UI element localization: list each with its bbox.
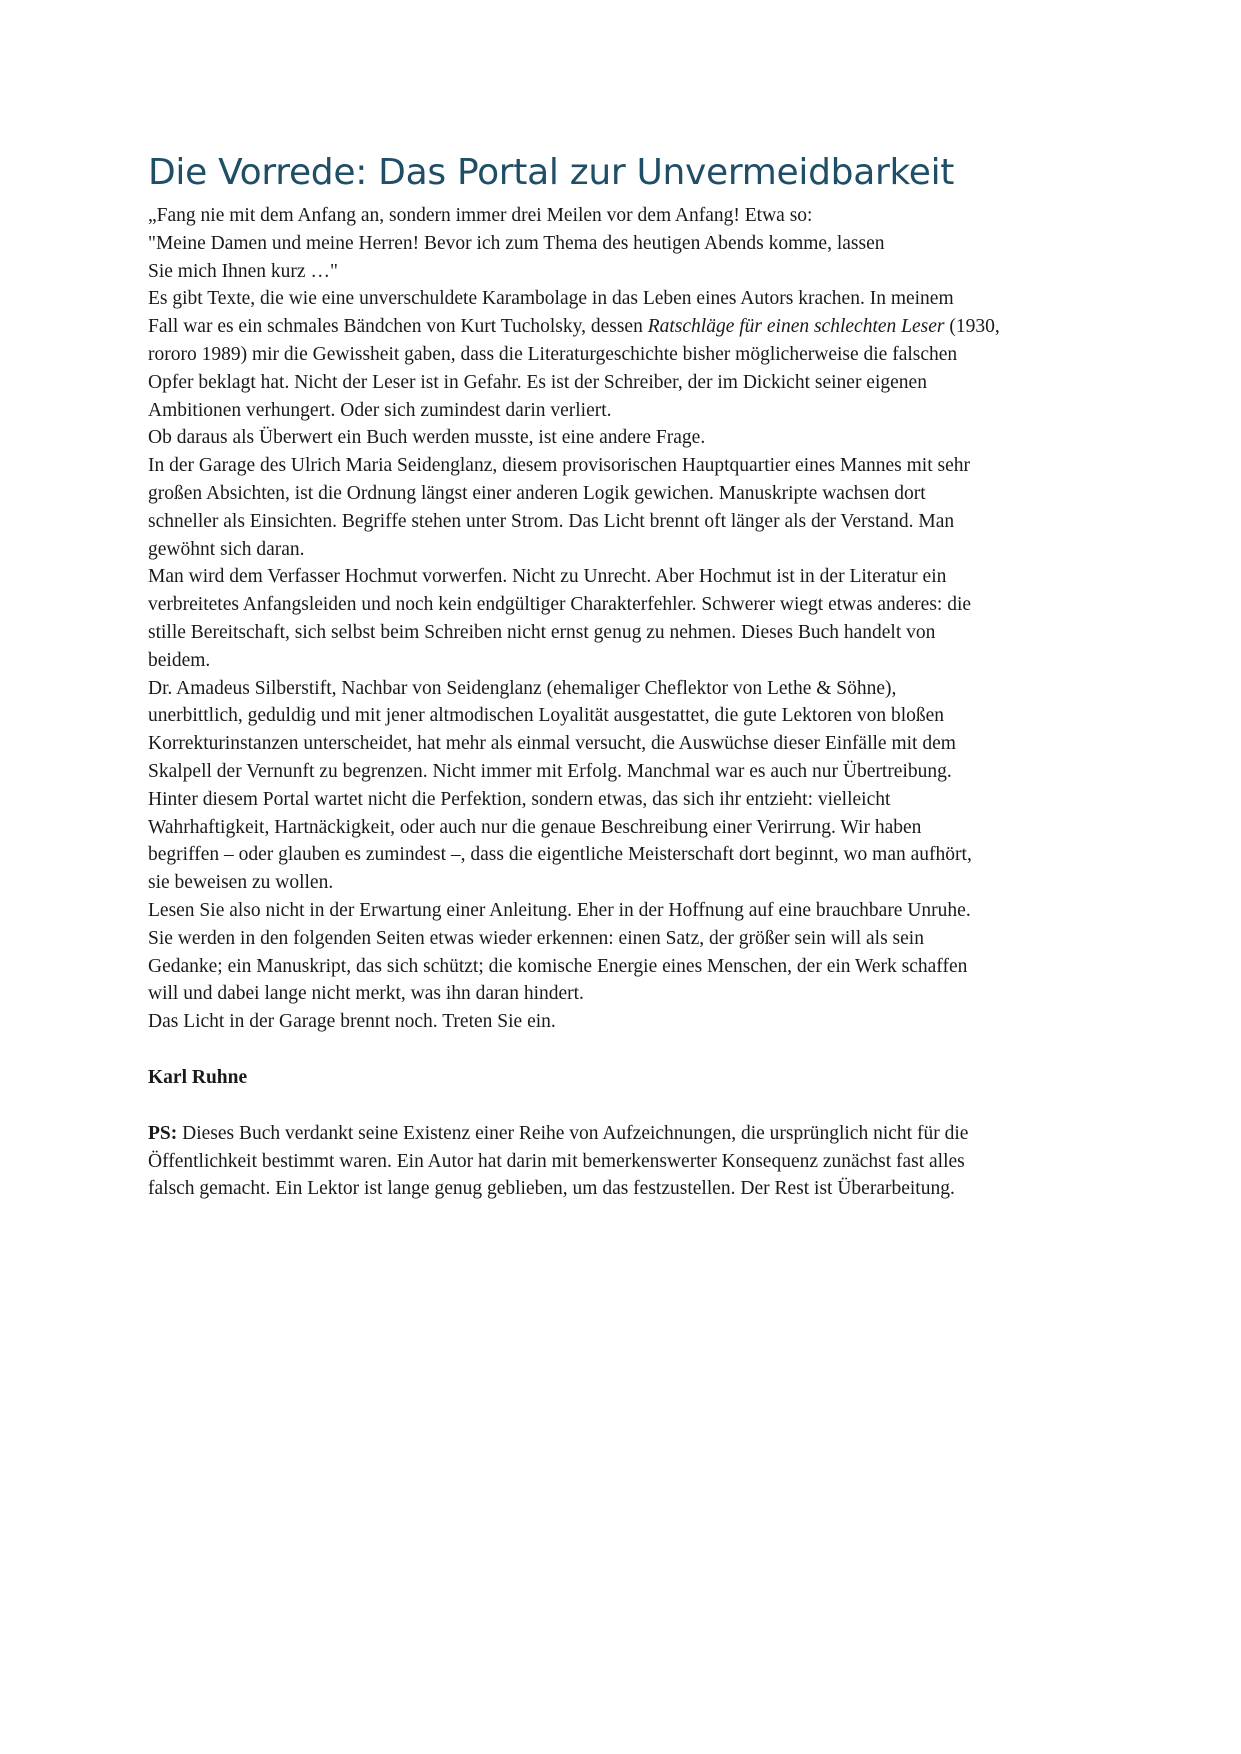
text-line: schneller als Einsichten. Begriffe stehen unter Strom. Das Licht brennt oft länger als der Verstand. Man (148, 510, 955, 532)
author-signature: Karl Ruhne (148, 1066, 248, 1088)
postscript (148, 1120, 1108, 1203)
text-line: Hinter diesem Portal wartet nicht die Perfektion, sondern etwas, das sich ihr entzieht: vielleicht (148, 788, 891, 810)
text-line: unerbittlich, geduldig und mit jener altmodischen Loyalität ausgestattet, die gute Lektoren von bloßen (148, 705, 945, 727)
text-line: Das Licht in der Garage brennt noch. Treten Sie ein. (148, 1011, 556, 1033)
text-segment: (1930, (944, 316, 1000, 338)
text-segment: Fall war es ein schmales Bändchen von Kurt Tucholsky, dessen (148, 316, 648, 338)
text-line: Gedanke; ein Manuskript, das sich schützt; die komische Energie eines Menschen, der ein Werk schaffen (148, 955, 968, 977)
text-line-with-book-title (148, 313, 1108, 341)
postscript-line: Öffentlichkeit bestimmt waren. Ein Autor hat darin mit bemerkenswerter Konsequenz zunächst fast alles (148, 1150, 965, 1172)
text-line: Ambitionen verhungert. Oder sich zumindest darin verliert. (148, 399, 612, 421)
text-line: gewöhnt sich daran. (148, 538, 305, 560)
text-line: Lesen Sie also nicht in der Erwartung einer Anleitung. Eher in der Hoffnung auf eine brauchbare Unruhe. (148, 899, 971, 921)
text-segment: Dieses Buch verdankt seine Existenz einer Reihe von Aufzeichnungen, die ursprünglich nicht für die (177, 1122, 969, 1144)
document-page (148, 150, 1108, 1203)
text-line: stille Bereitschaft, sich selbst beim Schreiben nicht ernst genug zu nehmen. Dieses Buch handelt von (148, 621, 936, 643)
text-line: verbreitetes Anfangsleiden und noch kein endgültiger Charakterfehler. Schwerer wiegt etwas anderes: die (148, 594, 972, 616)
text-line: begriffen – oder glauben es zumindest –, dass die eigentliche Meisterschaft dort beginnt, wo man aufhört, (148, 844, 972, 866)
text-line: rororo 1989) mir die Gewissheit gaben, dass die Literaturgeschichte bisher möglicherweise die falschen (148, 343, 958, 365)
text-line: Opfer beklagt hat. Nicht der Leser ist in Gefahr. Es ist der Schreiber, der im Dickicht seiner eigenen (148, 371, 927, 393)
text-line: sie beweisen zu wollen. (148, 872, 334, 894)
text-line: Dr. Amadeus Silberstift, Nachbar von Seidenglanz (ehemaliger Cheflektor von Lethe & Söhne), (148, 677, 897, 699)
postscript-label: PS: (148, 1122, 178, 1144)
text-line: Wahrhaftigkeit, Hartnäckigkeit, oder auch nur die genaue Beschreibung einer Verirrung. Wir haben (148, 816, 922, 838)
text-line: In der Garage des Ulrich Maria Seidenglanz, diesem provisorischen Hauptquartier eines Mannes mit sehr (148, 455, 970, 477)
text-line: „Fang nie mit dem Anfang an, sondern immer drei Meilen vor dem Anfang! Etwa so: (148, 205, 813, 226)
text-line: Sie werden in den folgenden Seiten etwas wieder erkennen: einen Satz, der größer sein will als sein (148, 927, 924, 949)
text-line: Man wird dem Verfasser Hochmut vorwerfen. Nicht zu Unrecht. Aber Hochmut ist in der Literatur ein (148, 566, 947, 588)
text-line: beidem. (148, 649, 211, 671)
book-title: Ratschläge für einen schlechten Leser (647, 316, 945, 338)
text-line: "Meine Damen und meine Herren! Bevor ich zum Thema des heutigen Abends komme, lassen (148, 232, 885, 254)
text-line: Es gibt Texte, die wie eine unverschuldete Karambolage in das Leben eines Autors krachen. In meinem (148, 288, 954, 310)
preface-body (148, 202, 1108, 1036)
text-line: Sie mich Ihnen kurz …" (148, 260, 338, 282)
postscript-line (148, 1120, 1108, 1148)
text-line: will und dabei lange nicht merkt, was ihn daran hindert. (148, 983, 584, 1005)
text-line: Korrekturinstanzen unterscheidet, hat mehr als einmal versucht, die Auswüchse dieser Einfälle mit dem (148, 733, 956, 755)
document-title: Die Vorrede: Das Portal zur Unvermeidbarkeit (148, 152, 955, 193)
text-line: Skalpell der Vernunft zu begrenzen. Nicht immer mit Erfolg. Manchmal war es auch nur Übertreibung. (148, 760, 952, 782)
text-line: großen Absichten, ist die Ordnung längst einer anderen Logik gewichen. Manuskripte wachsen dort (148, 482, 926, 504)
postscript-line: falsch gemacht. Ein Lektor ist lange genug geblieben, um das festzustellen. Der Rest ist Überarbeitung. (148, 1178, 955, 1200)
text-line: Ob daraus als Überwert ein Buch werden musste, ist eine andere Frage. (148, 427, 706, 449)
